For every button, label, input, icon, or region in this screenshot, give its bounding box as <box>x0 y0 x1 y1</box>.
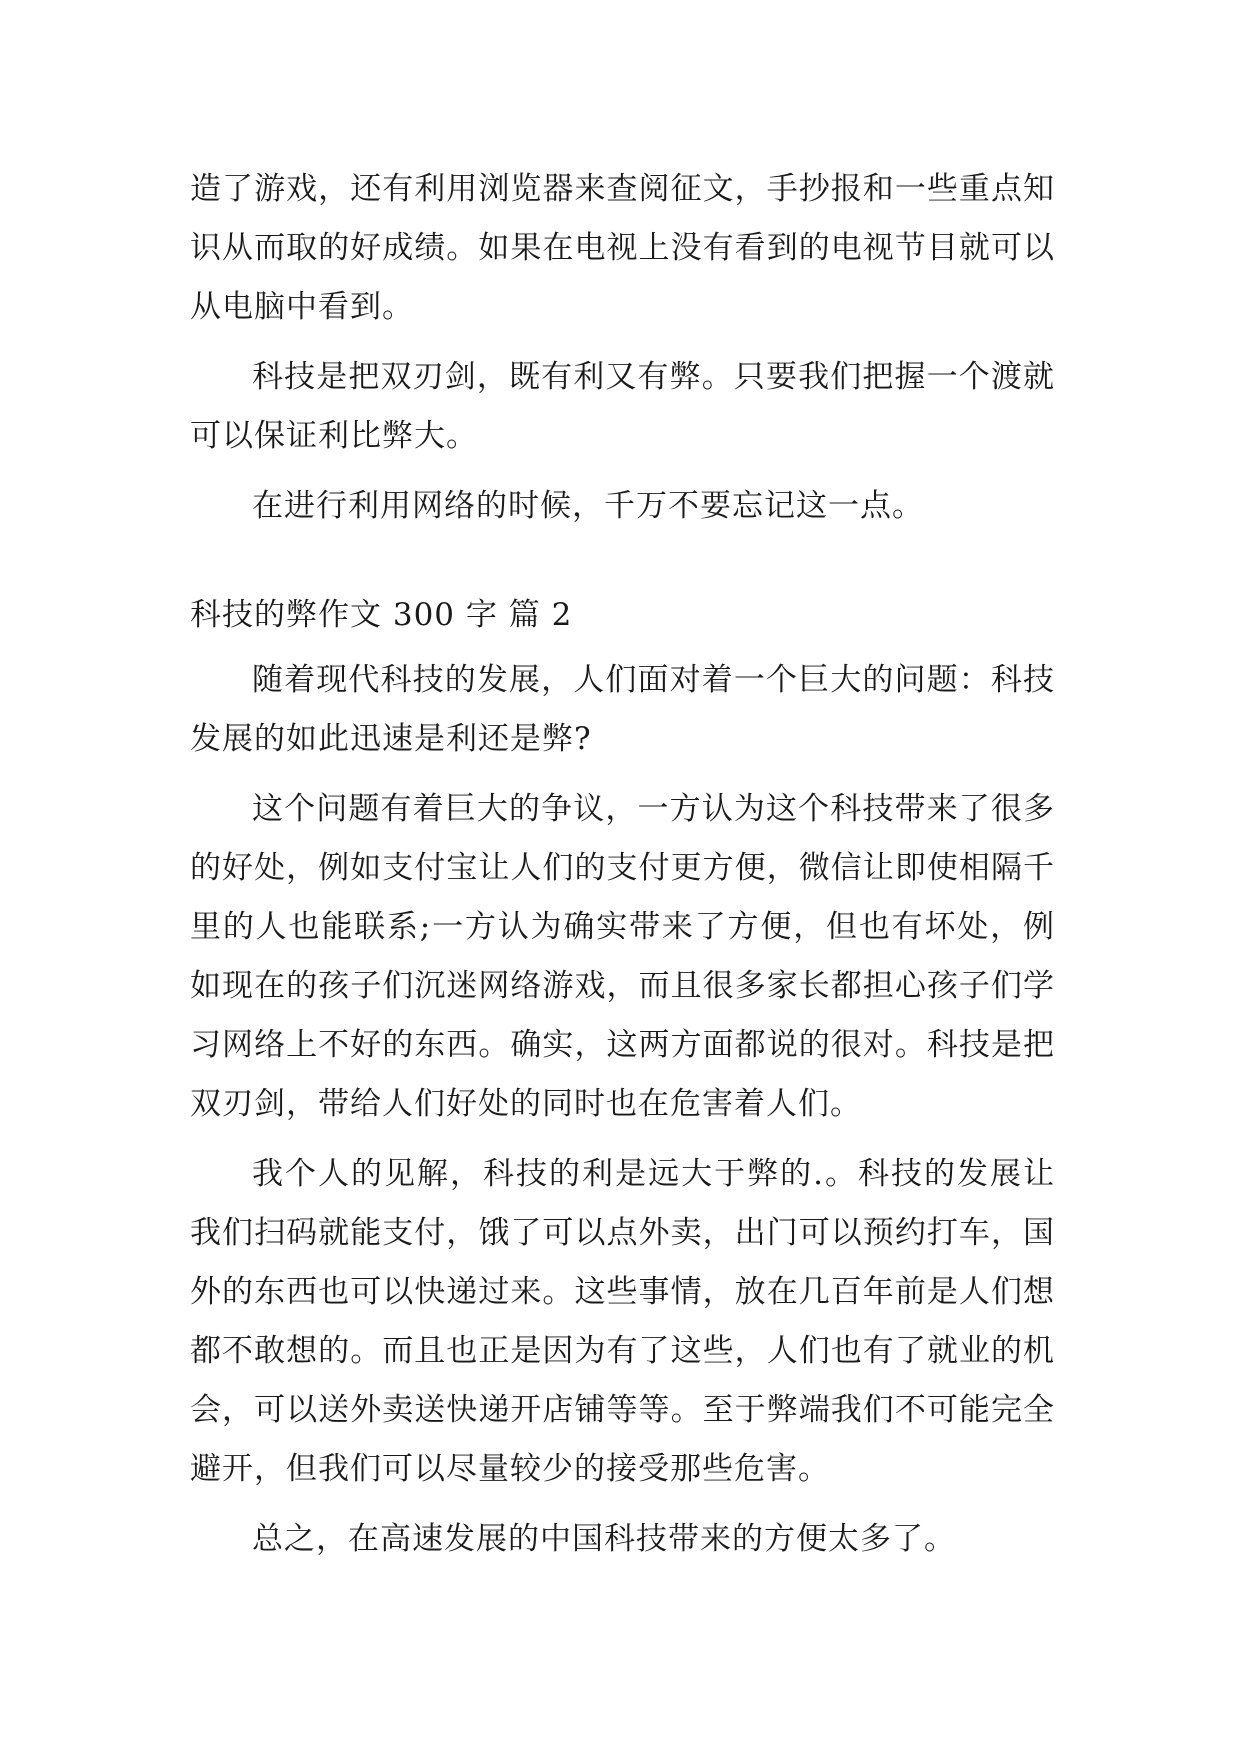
section-title: 科技的弊作文 300 字 篇 2 <box>190 597 573 633</box>
paragraph: 随着现代科技的发展，人们面对着一个巨大的问题：科技发展的如此迅速是利还是弊? <box>190 662 1055 757</box>
paragraph: 这个问题有着巨大的争议，一方认为这个科技带来了很多的好处，例如支付宝让人们的支付更方便，微信让即使相隔千里的人也能联系;一方认为确实带来了方便，但也有坏处，例如现在的孩子们沉迷网络游戏，而且很多家长都担心孩子们学习网络上不好的东西。确实，这两方面都说的很对。科技是把双刃剑，带给人们好处的同时也在危害着人们。 <box>190 791 1055 1122</box>
paragraph: 总之，在高速发展的中国科技带来的方便太多了。 <box>252 1521 956 1557</box>
paragraph: 在进行利用网络的时候，千万不要忘记这一点。 <box>252 488 924 524</box>
document-body <box>190 160 1055 1569</box>
paragraph: 科技是把双刃剑，既有利又有弊。只要我们把握一个渡就可以保证利比弊大。 <box>190 359 1055 454</box>
paragraph: 我个人的见解，科技的利是远大于弊的.。科技的发展让我们扫码就能支付，饿了可以点外卖，出门可以预约打车，国外的东西也可以快递过来。这些事情，放在几百年前是人们想都不敢想的。而且也正是因为有了这些，人们也有了就业的机会，可以送外卖送快递开店铺等等。至于弊端我们不可能完全避开，但我们可以尽量较少的接受那些危害。 <box>190 1156 1055 1487</box>
paragraph-continued: 造了游戏，还有利用浏览器来查阅征文，手抄报和一些重点知识从而取的好成绩。如果在电视上没有看到的电视节目就可以从电脑中看到。 <box>190 171 1055 325</box>
